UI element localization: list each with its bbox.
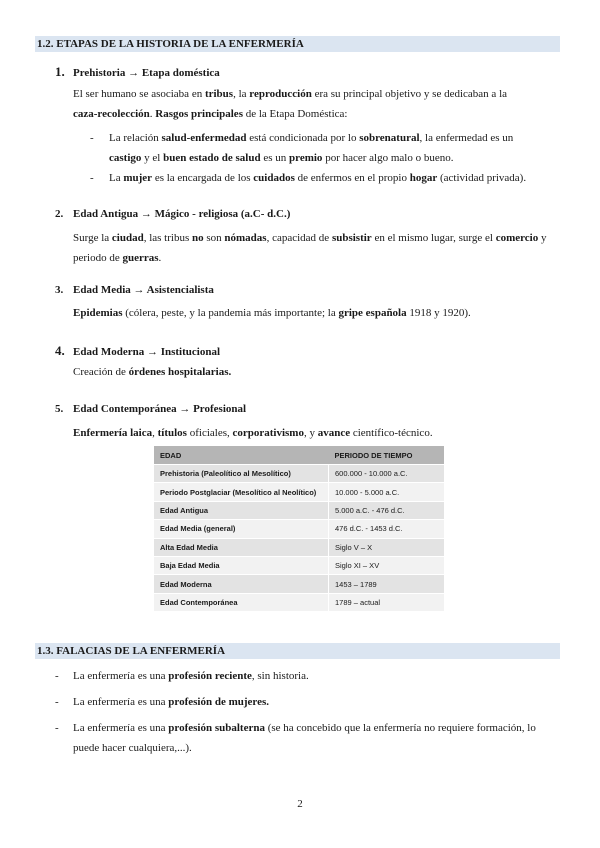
periods-table [154, 446, 444, 611]
fallacy-item-subalterna: - La enfermería es una profesión subalterna (se ha concebido que la enfermería no requiere formación, lo puede hacer cualquiera,...). [55, 722, 536, 754]
item-edad-antigua [55, 208, 290, 220]
item-edad-contemporanea [55, 403, 246, 415]
table-cell-edad: Edad Antigua [154, 501, 329, 519]
item-number: 2. [55, 208, 64, 220]
table-row [154, 465, 444, 483]
paragraph-edad-antigua: Surge la ciudad, las tribus no son nómadas, capacidad de subsistir en el mismo lugar, surge el comercio y periodo de guerras. [73, 232, 547, 264]
table-cell-edad: Edad Moderna [154, 575, 329, 593]
item-prehistoria [55, 64, 220, 80]
bullet-mujer-cuidados: - La mujer es la encargada de los cuidados de enfermos en el propio hogar (actividad privada). [90, 172, 527, 184]
item-title: Prehistoria → Etapa doméstica [73, 67, 220, 79]
item-edad-moderna [55, 343, 220, 359]
item-number: 1. [55, 64, 65, 79]
table-header-periodo: PERIODO DE TIEMPO [329, 446, 445, 465]
table-cell-edad: Edad Contemporánea [154, 593, 329, 611]
fallacy-item-reciente: - La enfermería es una profesión reciente, sin historia. [55, 670, 309, 682]
table-row [154, 483, 444, 501]
bullet-salud-enfermedad: - La relación salud-enfermedad está condicionada por lo sobrenatural, la enfermedad es un castigo y el buen estado de salud es un premio por hacer algo malo o bueno. [90, 132, 514, 164]
paragraph-edad-contemporanea: Enfermería laica, títulos oficiales, corporativismo, y avance científico-técnico. [73, 427, 433, 439]
section-header-falacias: 1.3. FALACIAS DE LA ENFERMERÍA [35, 643, 560, 659]
table-cell-periodo: 5.000 a.C. - 476 d.C. [329, 501, 445, 519]
item-number: 3. [55, 284, 64, 296]
paragraph-edad-media: Epidemias (cólera, peste, y la pandemia más importante; la gripe española 1918 y 1920). [73, 307, 471, 319]
table-cell-periodo: 600.000 - 10.000 a.C. [329, 465, 445, 483]
fallacy-item-mujeres: - La enfermería es una profesión de mujeres. [55, 696, 270, 708]
item-title: Edad Moderna → Institucional [73, 346, 220, 358]
table-cell-edad: Alta Edad Media [154, 538, 329, 556]
table-header-edad: EDAD [154, 446, 329, 465]
paragraph-edad-moderna: Creación de órdenes hospitalarias. [73, 366, 232, 378]
table-row [154, 556, 444, 574]
section-header-etapas: 1.2. ETAPAS DE LA HISTORIA DE LA ENFERMERÍA [35, 36, 560, 52]
table-cell-edad: Periodo Postglaciar (Mesolítico al Neolítico) [154, 483, 329, 501]
table-cell-periodo: 476 d.C. - 1453 d.C. [329, 520, 445, 538]
table-cell-edad: Edad Media (general) [154, 520, 329, 538]
table-row [154, 575, 444, 593]
table-cell-periodo: 1453 – 1789 [329, 575, 445, 593]
table-row [154, 501, 444, 519]
paragraph-prehistoria: El ser humano se asociaba en tribus, la reproducción era su principal objetivo y se dedicaban a la caza-recolección. Rasgos principales de la Etapa Doméstica: [73, 88, 508, 120]
table-cell-periodo: 1789 – actual [329, 593, 445, 611]
item-title: Edad Media → Asistencialista [73, 284, 214, 296]
item-number: 4. [55, 343, 65, 358]
table-row [154, 593, 444, 611]
item-title: Edad Antigua → Mágico - religiosa (a.C- d.C.) [73, 208, 291, 220]
table-cell-periodo: Siglo V – X [329, 538, 445, 556]
table-cell-edad: Baja Edad Media [154, 556, 329, 574]
page-number: 2 [297, 798, 303, 810]
table-row [154, 520, 444, 538]
table-cell-edad: Prehistoria (Paleolítico al Mesolítico) [154, 465, 329, 483]
item-edad-media [55, 284, 214, 296]
item-title: Edad Contemporánea → Profesional [73, 403, 247, 415]
table-header-row [154, 446, 444, 465]
table-row [154, 538, 444, 556]
table-cell-periodo: Siglo XI – XV [329, 556, 445, 574]
table-cell-periodo: 10.000 - 5.000 a.C. [329, 483, 445, 501]
item-number: 5. [55, 403, 64, 415]
